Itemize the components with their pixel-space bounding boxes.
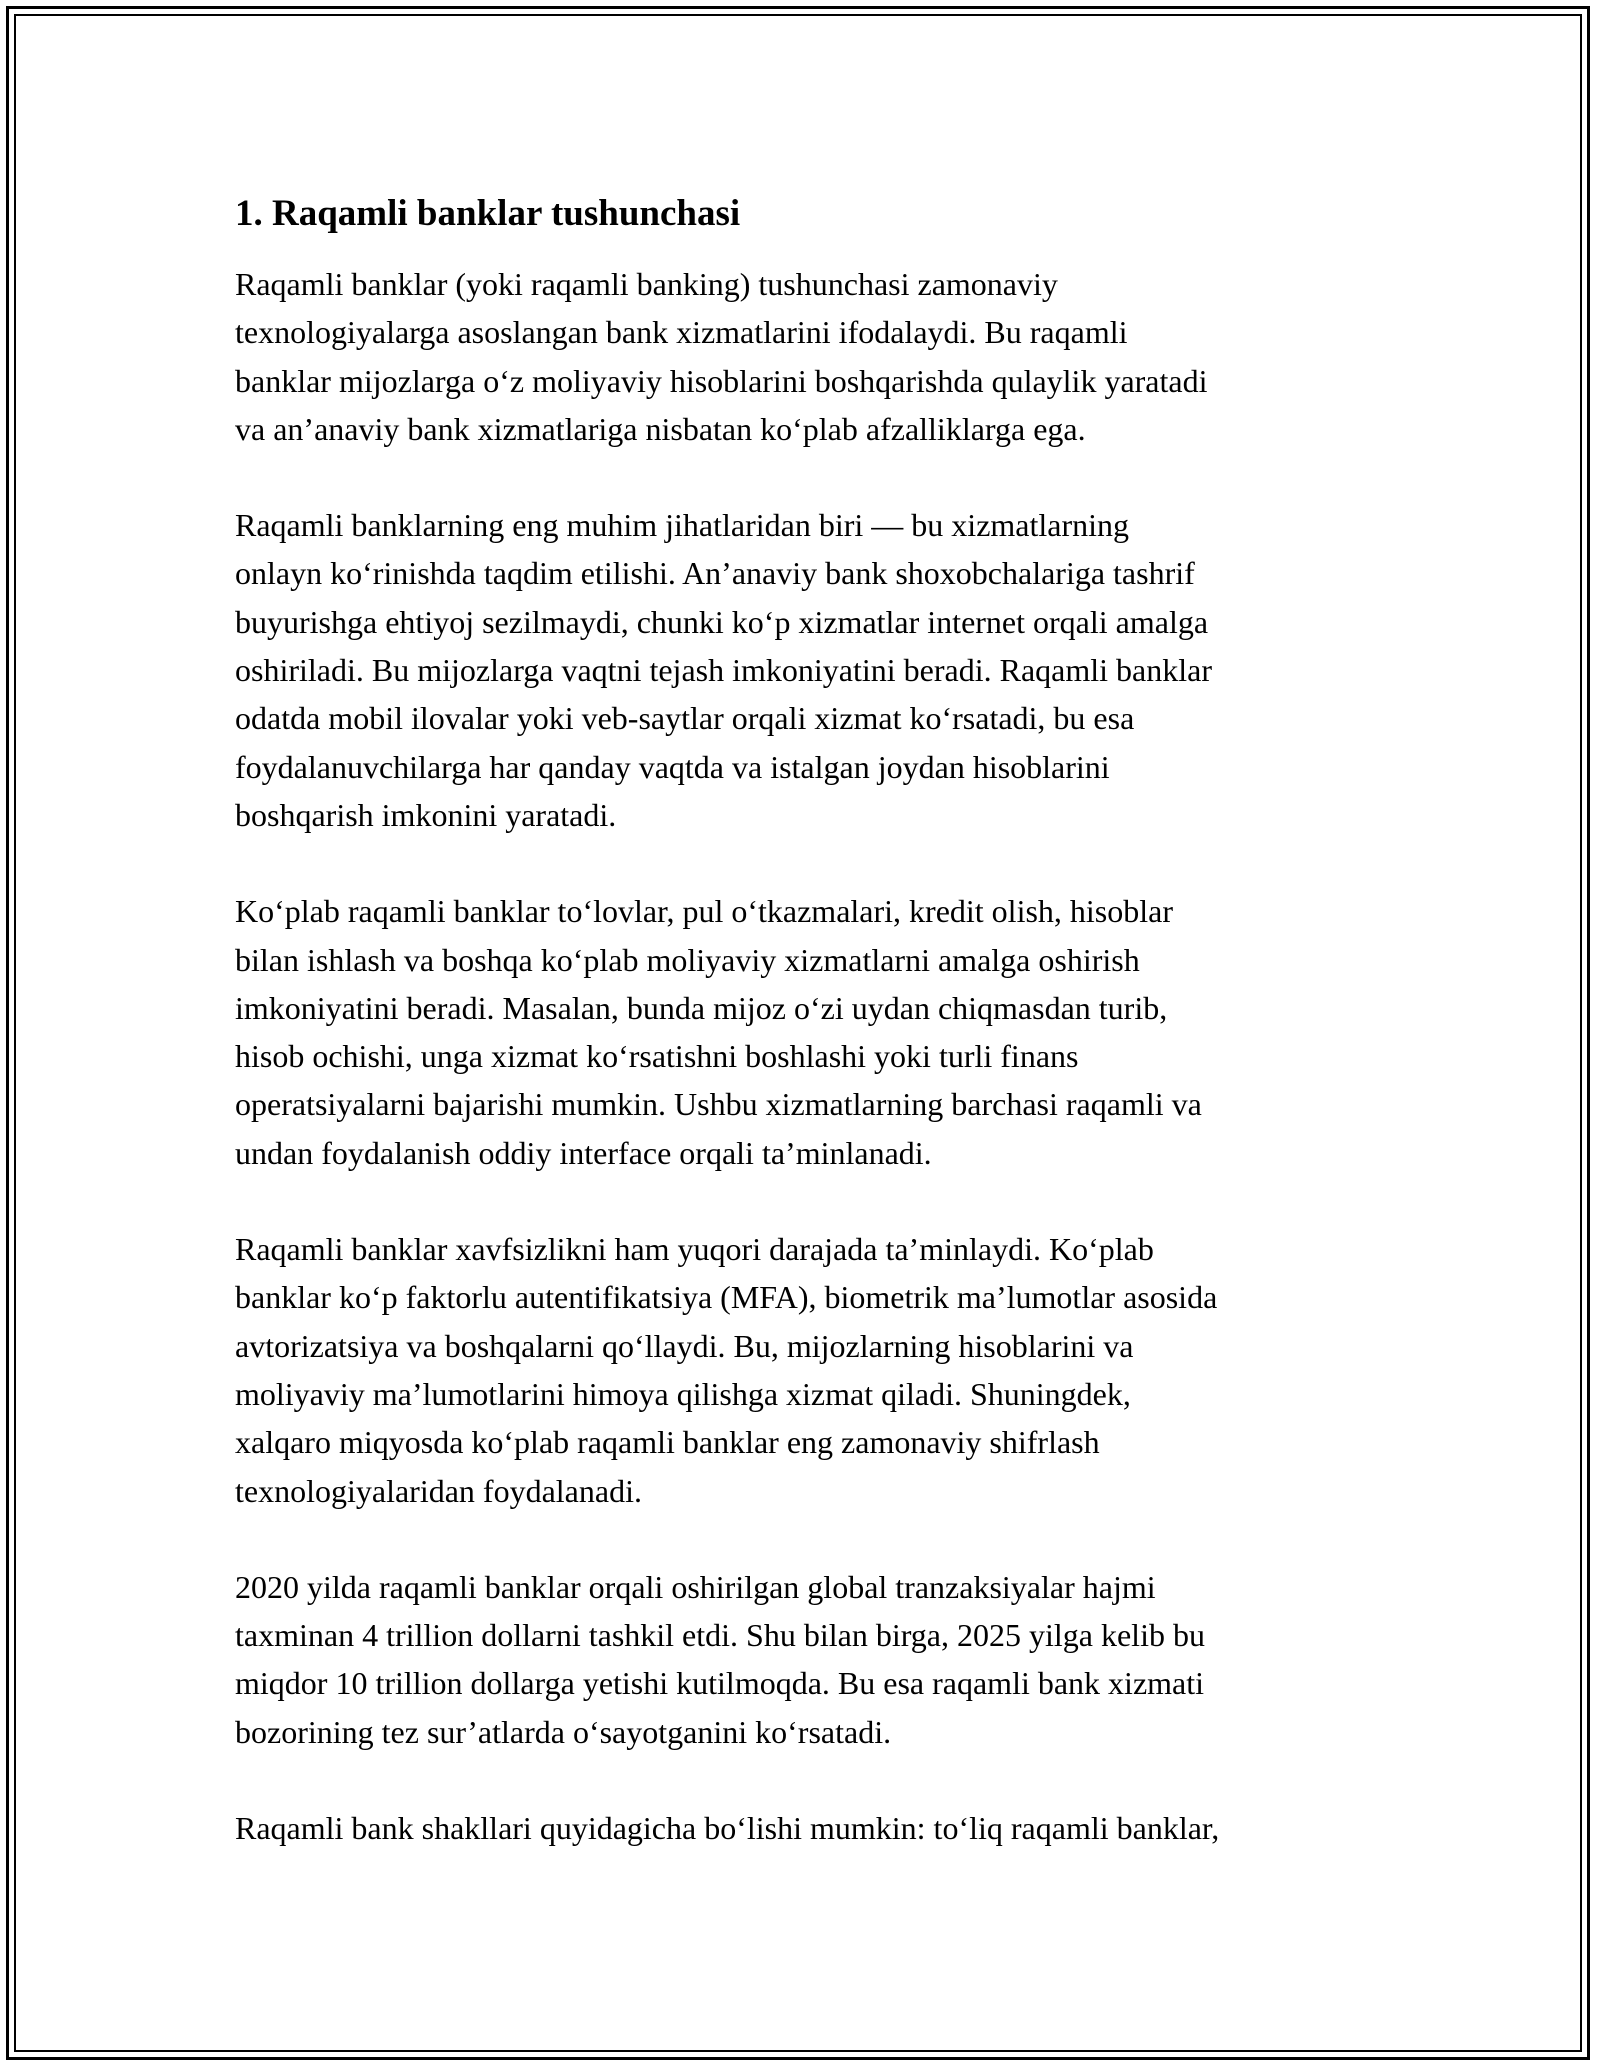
paragraph-list (235, 260, 1375, 1852)
paragraph-line: buyurishga ehtiyoj sezilmaydi, chunki ko‘p xizmatlar internet orqali amalga (235, 603, 1209, 640)
paragraph-line: banklar mijozlarga o‘z moliyaviy hisoblarini boshqarishda qulaylik yaratadi (235, 362, 1208, 399)
paragraph-line: hisob ochishi, unga xizmat ko‘rsatishni boshlashi yoki turli finans (235, 1038, 1079, 1075)
paragraph-4 (235, 1225, 1375, 1515)
paragraph-line: bozorining tez sur’atlarda o‘sayotganini ko‘rsatadi. (235, 1713, 892, 1750)
paragraph-line: Raqamli banklar (yoki raqamli banking) tushunchasi zamonaviy (235, 266, 1058, 302)
paragraph-line: xalqaro miqyosda ko‘plab raqamli banklar eng zamonaviy shifrlash (235, 1424, 1100, 1461)
paragraph-2 (235, 501, 1375, 839)
paragraph-line: avtorizatsiya va boshqalarni qo‘llaydi. Bu, mijozlarning hisoblarini va (235, 1327, 1134, 1364)
paragraph-line: texnologiyalarga asoslangan bank xizmatlarini ifodalaydi. Bu raqamli (235, 314, 1128, 351)
paragraph-line: taxminan 4 trillion dollarni tashkil etdi. Shu bilan birga, 2025 yilga kelib bu (235, 1617, 1205, 1654)
section-heading: 1. Raqamli banklar tushunchasi (235, 193, 741, 234)
paragraph-line: Raqamli banklar xavfsizlikni ham yuqori darajada ta’minlaydi. Ko‘plab (235, 1231, 1154, 1268)
paragraph-3 (235, 887, 1375, 1177)
paragraph-line: boshqarish imkonini yaratadi. (235, 796, 617, 833)
paragraph-line: Raqamli banklarning eng muhim jihatlaridan biri — bu xizmatlarning (235, 507, 1130, 544)
paragraph-line: undan foydalanish oddiy interface orqali ta’minlanadi. (235, 1134, 932, 1171)
paragraph-line: miqdor 10 trillion dollarga yetishi kutilmoqda. Bu esa raqamli bank xizmati (235, 1665, 1205, 1702)
paragraph-5 (235, 1563, 1375, 1756)
paragraph-line: 2020 yilda raqamli banklar orqali oshirilgan global tranzaksiyalar hajmi (235, 1568, 1156, 1605)
paragraph-6 (235, 1804, 1375, 1852)
paragraph-line: moliyaviy ma’lumotlarini himoya qilishga xizmat qiladi. Shuningdek, (235, 1375, 1131, 1412)
paragraph-line: Raqamli bank shakllari quyidagicha bo‘lishi mumkin: to‘liq raqamli banklar, (235, 1810, 1220, 1847)
paragraph-1 (235, 260, 1375, 453)
paragraph-line: onlayn ko‘rinishda taqdim etilishi. An’anaviy bank shoxobchalariga tashrif (235, 555, 1195, 592)
paragraph-line: foydalanuvchilarga har qanday vaqtda va istalgan joydan hisoblarini (235, 748, 1110, 785)
paragraph-line: odatda mobil ilovalar yoki veb-saytlar orqali xizmat ko‘rsatadi, bu esa (235, 700, 1135, 737)
paragraph-line: bilan ishlash va boshqa ko‘plab moliyaviy xizmatlarni amalga oshirish (235, 941, 1140, 978)
document-body (235, 186, 1375, 1900)
paragraph-line: banklar ko‘p faktorlu autentifikatsiya (MFA), biometrik ma’lumotlar asosida (235, 1279, 1218, 1316)
paragraph-line: va an’anaviy bank xizmatlariga nisbatan ko‘plab afzalliklarga ega. (235, 410, 1086, 447)
paragraph-line: operatsiyalarni bajarishi mumkin. Ushbu xizmatlarning barchasi raqamli va (235, 1086, 1202, 1123)
paragraph-line: oshiriladi. Bu mijozlarga vaqtni tejash imkoniyatini beradi. Raqamli banklar (235, 652, 1212, 689)
paragraph-line: Ko‘plab raqamli banklar to‘lovlar, pul o‘tkazmalari, kredit olish, hisoblar (235, 893, 1173, 930)
paragraph-line: imkoniyatini beradi. Masalan, bunda mijoz o‘zi uydan chiqmasdan turib, (235, 989, 1168, 1026)
paragraph-line: texnologiyalaridan foydalanadi. (235, 1472, 642, 1509)
